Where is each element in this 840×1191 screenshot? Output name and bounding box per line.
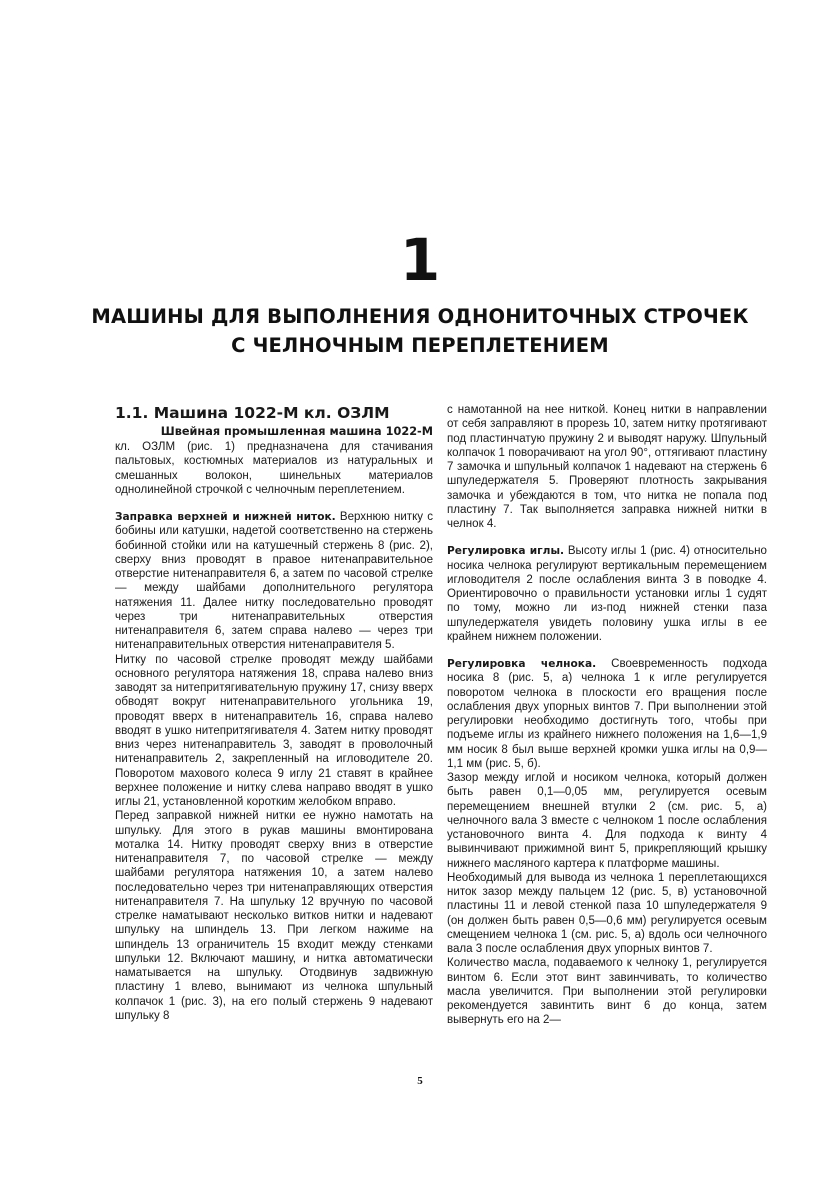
shuttle-text-1: Своевременность подхода носика 8 (рис. 5, а) челнока 1 к игле регулируется поворотом челнока в плоскости его вращения после ослабления двух упорных винтов 7. При выполнении этой регулировки необходимо достигнуть того, чтобы при подъеме иглы из крайнего нижнего положения на 1,6—1,9 мм носик 8 был выше верхней кромки ушка иглы на 0,9—1,1 мм (рис. 5, б). [447, 658, 767, 770]
threading-continuation: с намотанной на нее ниткой. Конец нитки в направлении от себя заправляют в прорезь 10, затем нитку протягивают под пластинчатую пружину 2 и выводят наружу. Шпульный колпачок 1 поворачивают на угол 90°, оттягивают пластину 7 замочка и шпульный колпачок 1 надевают на стержень 6 шпуледержателя 5. Проверяют плотность закрывания замочка и убеждаются в том, что нитка не попала под пластину 7. Так выполняется заправка нижней нитки в челнок 4. [447, 404, 767, 530]
shuttle-paragraph-2: Зазор между иглой и носиком челнока, который должен быть равен 0,1—0,05 мм, регулируется осевым перемещением внешней втулки 2 (см. рис. 5, а) челночного вала 3 вместе с челноком 1 после ослабления установочного винта 4. Для подхода к винту 4 вывинчивают прижимной винт 5, прикрепляющий крышку нижнего масляного картера к платформе машины. [447, 772, 767, 870]
threading-heading: Заправка верхней и нижней ниток. [115, 511, 336, 523]
threading-paragraph-2: Нитку по часовой стрелке проводят между шайбами основного регулятора натяжения 18, справа налево вниз заводят за нитепритягивательную пружину 17, снизу вверх обводят вокруг нитенаправительного угольника 19, проводят вверх в нитенаправитель 16, справа налево вводят в ушко нитепритягивателя 4. Затем нитку проводят вниз через нитенаправитель 3, заводят в проволочный нитенаправитель 2, закрепленный на игловодителе 20. Поворотом махового колеса 9 иглу 21 ставят в крайнее верхнее положение и нитку слева направо вводят в ушко иглы 21, установленной коротким желобком вправо. [115, 653, 433, 808]
chapter-number: 1 [399, 226, 441, 294]
page-number: 5 [417, 1075, 423, 1087]
needle-text: Высоту иглы 1 (рис. 4) относительно носика челнока регулируют вертикальным перемещением игловодителя 2 после ослабления винта 3 в поводке 4. Ориентировочно о правильности установки иглы 1 судят по тому, можно ли из-под нижней стенки паза шпуледержателя увидеть половину ушка иглы в ее крайнем нижнем положении. [447, 545, 767, 643]
threading-text-1: Верхнюю нитку с бобины или катушки, надетой соответственно на стержень бобинной стойки или на катушечный стержень 8 (рис. 2), сверху вниз проводят в правое нитенаправительное отверстие нитенаправителя 6, а затем по часовой стрелке — между шайбами дополнительного регулятора натяжения 11. Далее нитку последовательно проводят через три нитенаправительных отверстия нитенаправителя 6, затем справа налево — через три нитенаправительных отверстия нитенаправителя 5. [115, 511, 433, 652]
shuttle-paragraph-4: Количество масла, подаваемого к челноку 1, регулируется винтом 6. Если этот винт завинчивать, то количество масла увеличится. При выполнении этой регулировки рекомендуется завинтить винт 6 до конца, затем вывернуть его на 2— [447, 957, 767, 1027]
section-subheading: Швейная промышленная машина 1022-М [160, 425, 433, 438]
section-heading: 1.1. Машина 1022-М кл. ОЗЛМ [115, 404, 390, 422]
shuttle-paragraph-1 [447, 657, 767, 771]
chapter-title [0, 302, 840, 360]
shuttle-paragraph-3: Необходимый для вывода из челнока 1 переплетающихся ниток зазор между пальцем 12 (рис. 5, в) установочной пластины 11 и левой стенкой паза 10 шпуледержателя 9 (он должен быть равен 0,5—0,6 мм) регулируется осевым смещением челнока 1 (см. рис. 5, а) вдоль оси челночного вала 3 после ослабления двух упорных винтов 7. [447, 871, 767, 955]
shuttle-heading: Регулировка челнока. [447, 658, 597, 670]
chapter-title-line-2: С ЧЕЛНОЧНЫМ ПЕРЕПЛЕТЕНИЕМ [231, 334, 609, 357]
intro-paragraph: кл. ОЗЛМ (рис. 1) предназначена для стачивания пальтовых, костюмных материалов из натуральных и смешанных волокон, шинельных материалов однолинейной строчкой с челночным переплетением. [115, 441, 433, 496]
left-column [115, 403, 433, 1023]
threading-paragraph-1 [115, 510, 433, 653]
chapter-title-line-1: МАШИНЫ ДЛЯ ВЫПОЛНЕНИЯ ОДНОНИТОЧНЫХ СТРОЧЕК [91, 305, 749, 328]
threading-paragraph-3: Перед заправкой нижней нитки ее нужно намотать на шпульку. Для этого в рукав машины вмонтирована моталка 14. Нитку проводят сверху вниз в отверстие нитенаправителя 7, по часовой стрелке — между шайбами регулятора натяжения 10, а затем налево последовательно через три нитенаправляющих отверстия нитенаправителя 7. На шпульку 12 вручную по часовой стрелке наматывают несколько витков нитки и надевают шпульку на шпиндель 13. При легком нажиме на шпиндель 13 ограничитель 15 входит между стенками шпульки 12. Включают машину, и нитка автоматически наматывается на шпульку. Отодвинув задвижную пластину 1 влево, вынимают из челнока шпульный колпачок 1 (рис. 3), на его полый стержень 9 надевают шпульку 8 [115, 810, 433, 1022]
right-column [447, 403, 767, 1028]
needle-paragraph [447, 544, 767, 644]
needle-heading: Регулировка иглы. [447, 545, 565, 558]
